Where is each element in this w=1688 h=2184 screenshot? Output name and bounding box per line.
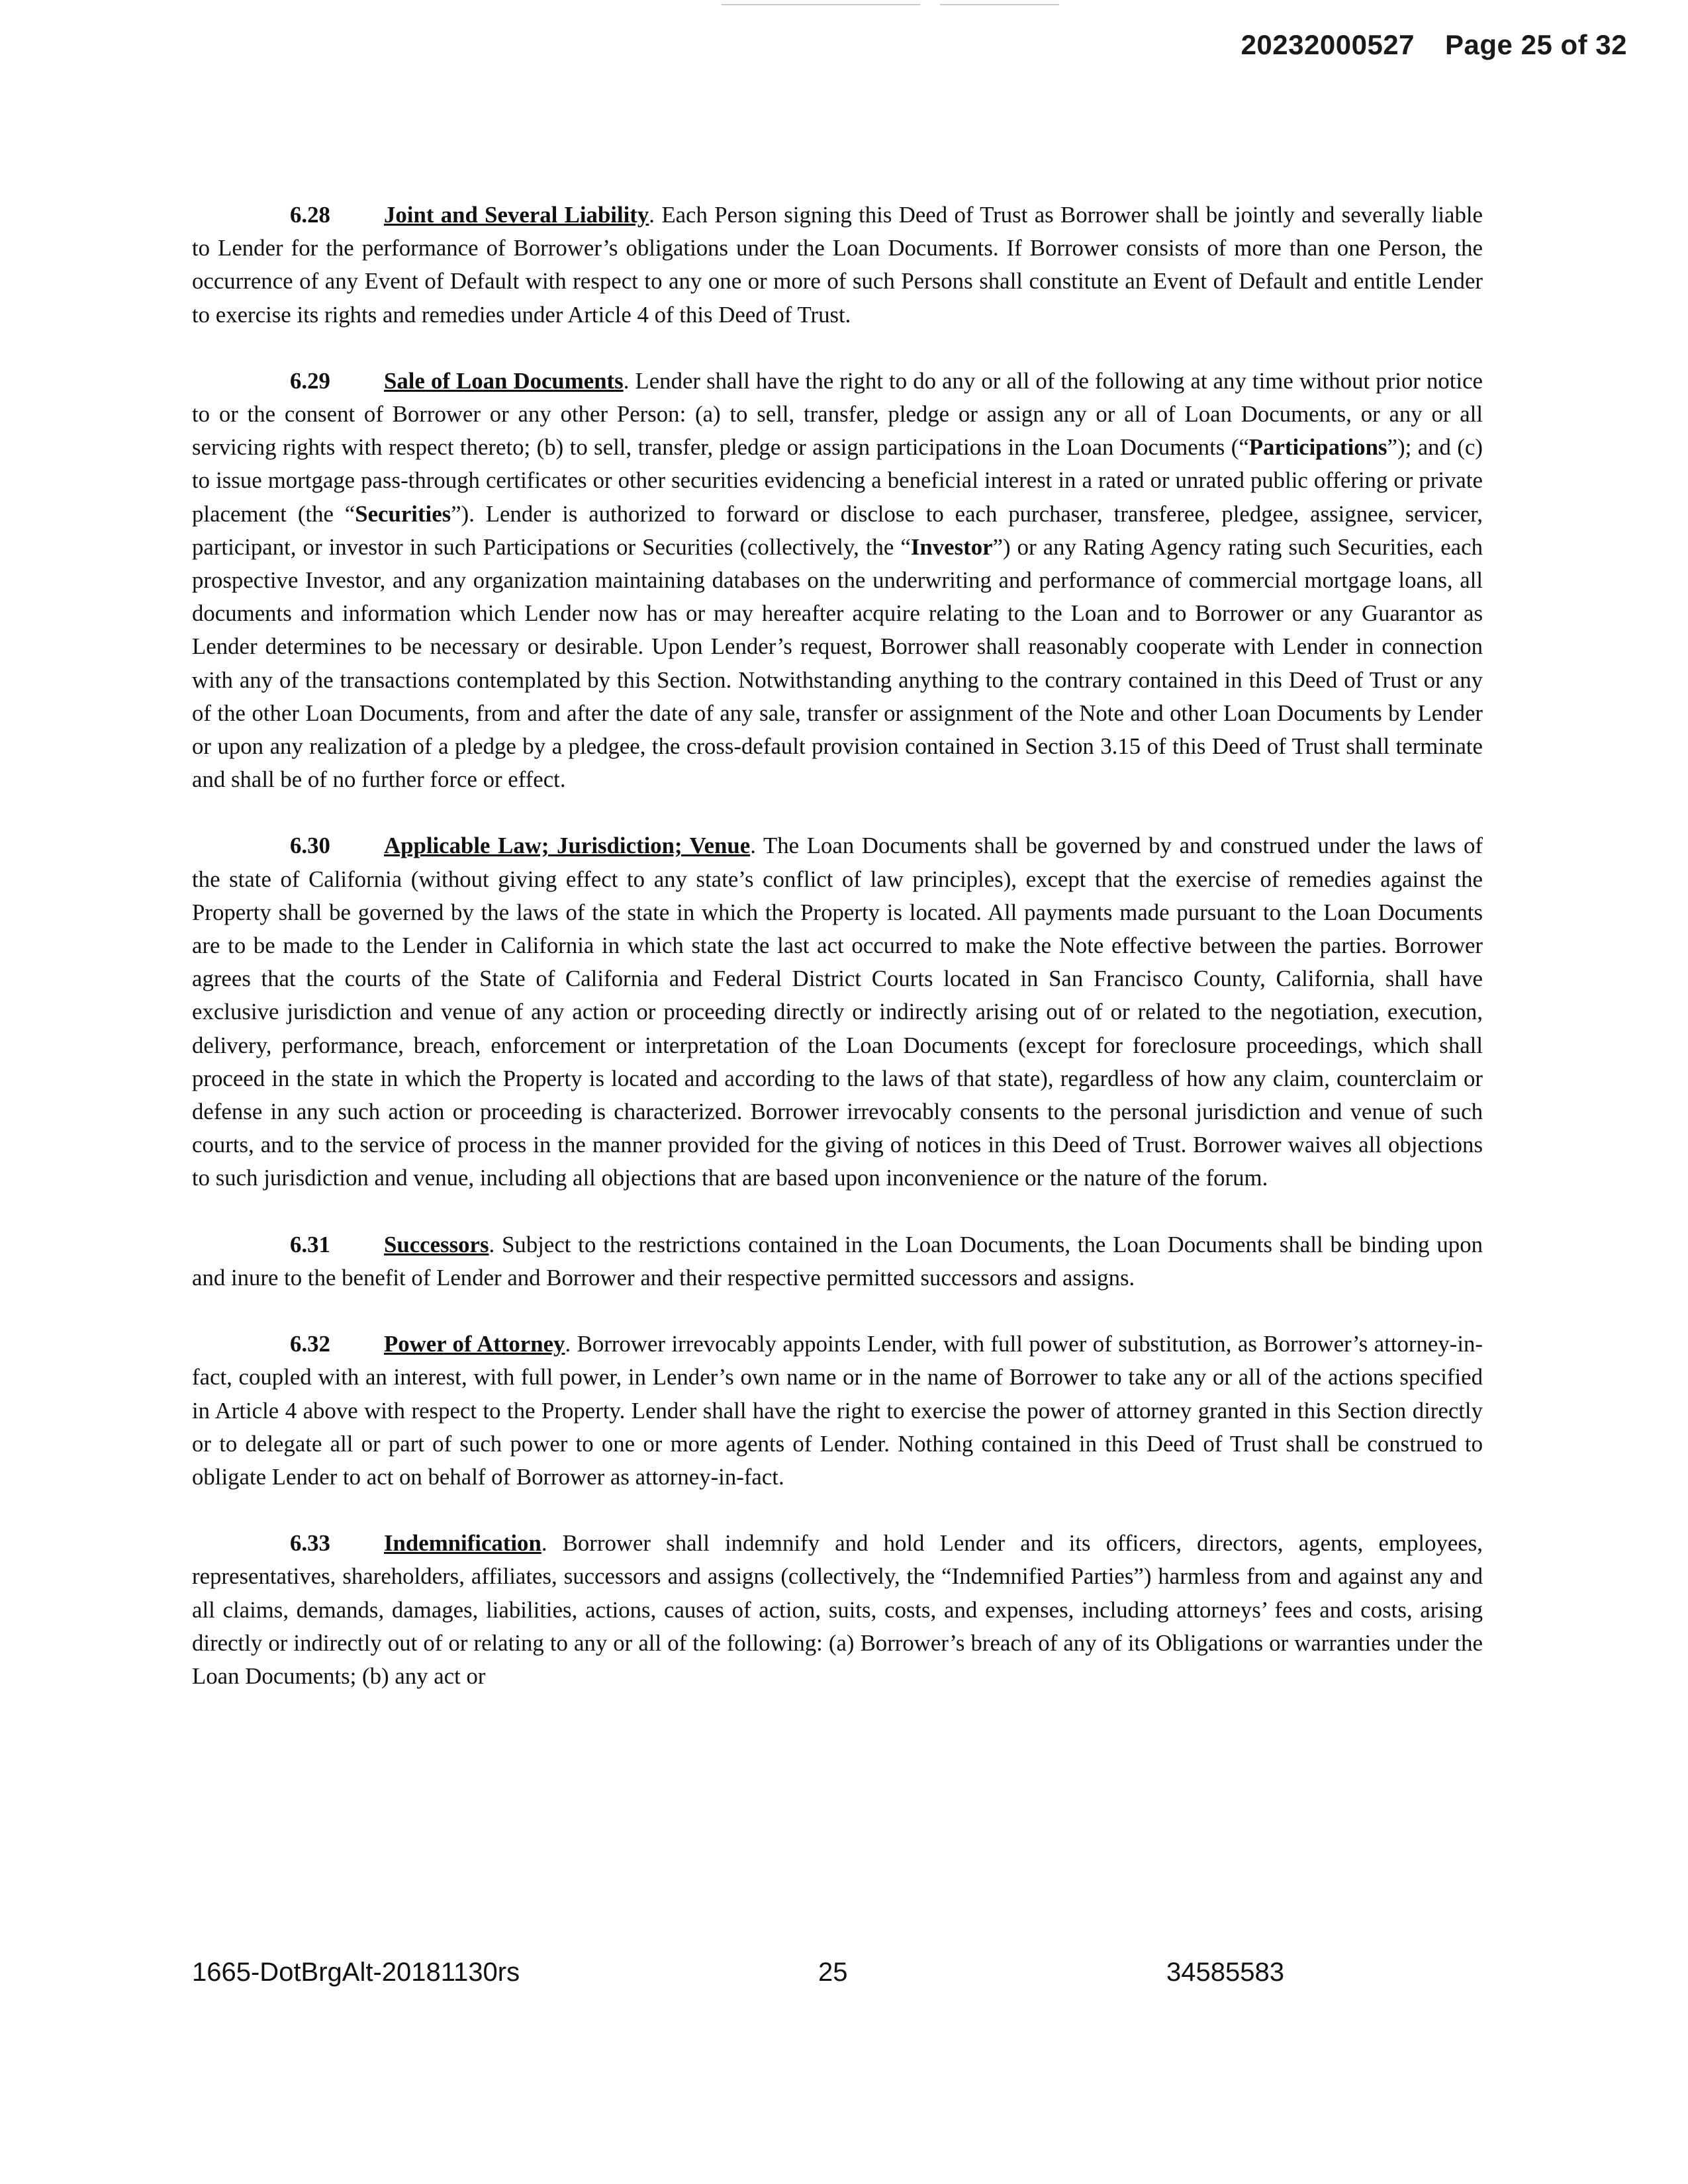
footer-page-number: 25 — [818, 1958, 848, 1987]
section-text: . Borrower irrevocably appoints Lender, with full power of substitution, as Borrower’s attorney-in-fact, coupled with an interest, with full power, in Lender’s own name or in the name of Borrower to take any or all of the actions specified in Article 4 above with respect to the Property. Lender shall have the right to exercise the power of attorney granted in this Section directly or to delegate all or part of such power to one or more agents of Lender. Nothing contained in this Deed of Trust shall be construed to obligate Lender to act on behalf of Borrower as attorney-in-fact. — [192, 1331, 1483, 1490]
section-number: 6.31 — [290, 1231, 330, 1257]
section-text: ”). Lender is authorized to forward or disclose to each purchaser, transferee, pledgee, assignee, servicer, participant, or investor in such Participations or Securities (collectively, the “ — [192, 500, 1483, 560]
section-text: ”); and (c) to issue mortgage pass-through certificates or other securities evidencing a beneficial interest in a rated or unrated public offering or private placement (the “ — [192, 434, 1483, 527]
section-number: 6.32 — [290, 1331, 330, 1357]
section-number: 6.28 — [290, 202, 330, 228]
document-body — [192, 199, 1483, 1726]
section-6-31 — [192, 1228, 1483, 1295]
scan-artifact-line — [940, 4, 1059, 5]
section-6-29 — [192, 365, 1483, 797]
section-text: . Subject to the restrictions contained in the Loan Documents, the Loan Documents shall be binding upon and inure to the benefit of Lender and Borrower and their respective permitted successors and assigns. — [192, 1231, 1483, 1291]
page-footer — [0, 1958, 1688, 1997]
recording-document-number: 20232000527 — [1241, 29, 1415, 60]
section-title: Power of Attorney — [384, 1331, 565, 1357]
recording-page-label: Page 25 of 32 — [1445, 29, 1627, 60]
defined-term: Investor — [910, 533, 993, 560]
section-6-30 — [192, 829, 1483, 1195]
footer-loan-number: 34585583 — [1166, 1958, 1284, 1987]
section-title: Sale of Loan Documents — [384, 367, 624, 394]
section-title: Successors — [384, 1231, 489, 1257]
section-text: . Each Person signing this Deed of Trust as Borrower shall be jointly and severally liable to Lender for the performance of Borrower’s obligations under the Loan Documents. If Borrower consists of more than one Person, the occurrence of any Event of Default with respect to any one or more of such Persons shall constitute an Event of Default and entitle Lender to exercise its rights and remedies under Article 4 of this Deed of Trust. — [192, 202, 1483, 328]
section-text: . Borrower shall indemnify and hold Lender and its officers, directors, agents, employees, representatives, shareholders, affiliates, successors and assigns (collectively, the “Indemnified Parties”) harmless from and against any and all claims, demands, damages, liabilities, actions, causes of action, suits, costs, and expenses, including attorneys’ fees and costs, arising directly or indirectly out of or relating to any or all of the following: (a) Borrower’s breach of any of its Obligations or warranties under the Loan Documents; (b) any act or — [192, 1530, 1483, 1689]
section-number: 6.33 — [290, 1530, 330, 1557]
section-6-28 — [192, 199, 1483, 332]
section-6-32 — [192, 1328, 1483, 1494]
defined-term: Participations — [1248, 434, 1387, 461]
section-number: 6.30 — [290, 833, 330, 859]
section-text: . The Loan Documents shall be governed by and construed under the laws of the state of California (without giving effect to any state’s conflict of law principles), except that the exercise of remedies against the Property shall be governed by the laws of the state in which the Property is located. All payments made pursuant to the Loan Documents are to be made to the Lender in California in which state the last act occurred to make the Note effective between the parties. Borrower agrees that the courts of the State of California and Federal District Courts located in San Francisco County, California, shall have exclusive jurisdiction and venue of any action or proceeding directly or indirectly arising out of or related to the negotiation, execution, delivery, performance, breach, enforcement or interpretation of the Loan Documents (except for foreclosure proceedings, which shall proceed in the state in which the Property is located and according to the laws of that state), regardless of how any claim, counterclaim or defense in any such action or proceeding is characterized. Borrower irrevocably consents to the personal jurisdiction and venue of such courts, and to the service of process in the manner provided for the giving of notices in this Deed of Trust. Borrower waives all objections to such jurisdiction and venue, including all objections that are based upon inconvenience or the nature of the forum. — [192, 833, 1483, 1191]
scan-artifact-line — [722, 4, 920, 5]
section-text: . Lender shall have the right to do any or all of the following at any time without prior notice to or the consent of Borrower or any other Person: (a) to sell, transfer, pledge or assign any or all of Loan Documents, or any or all servicing rights with respect thereto; (b) to sell, transfer, pledge or assign participations in the Loan Documents (“ — [192, 367, 1483, 461]
section-title: Joint and Several Liability — [384, 202, 649, 228]
section-6-33 — [192, 1527, 1483, 1693]
section-title: Applicable Law; Jurisdiction; Venue — [384, 833, 751, 859]
recording-stamp — [1241, 29, 1627, 61]
footer-form-id: 1665-DotBrgAlt-20181130rs — [192, 1958, 520, 1987]
section-text: ”) or any Rating Agency rating such Securities, each prospective Investor, and any organization maintaining databases on the underwriting and performance of commercial mortgage loans, all documents and information which Lender now has or may hereafter acquire relating to the Loan and to Borrower or any Guarantor as Lender determines to be necessary or desirable. Upon Lender’s request, Borrower shall reasonably cooperate with Lender in connection with any of the transactions contemplated by this Section. Notwithstanding anything to the contrary contained in this Deed of Trust or any of the other Loan Documents, from and after the date of any sale, transfer or assignment of the Note and other Loan Documents by Lender or upon any realization of a pledge by a pledgee, the cross-default provision contained in Section 3.15 of this Deed of Trust shall terminate and shall be of no further force or effect. — [192, 533, 1483, 793]
defined-term: Securities — [355, 500, 451, 527]
section-number: 6.29 — [290, 367, 330, 394]
section-title: Indemnification — [384, 1530, 541, 1557]
